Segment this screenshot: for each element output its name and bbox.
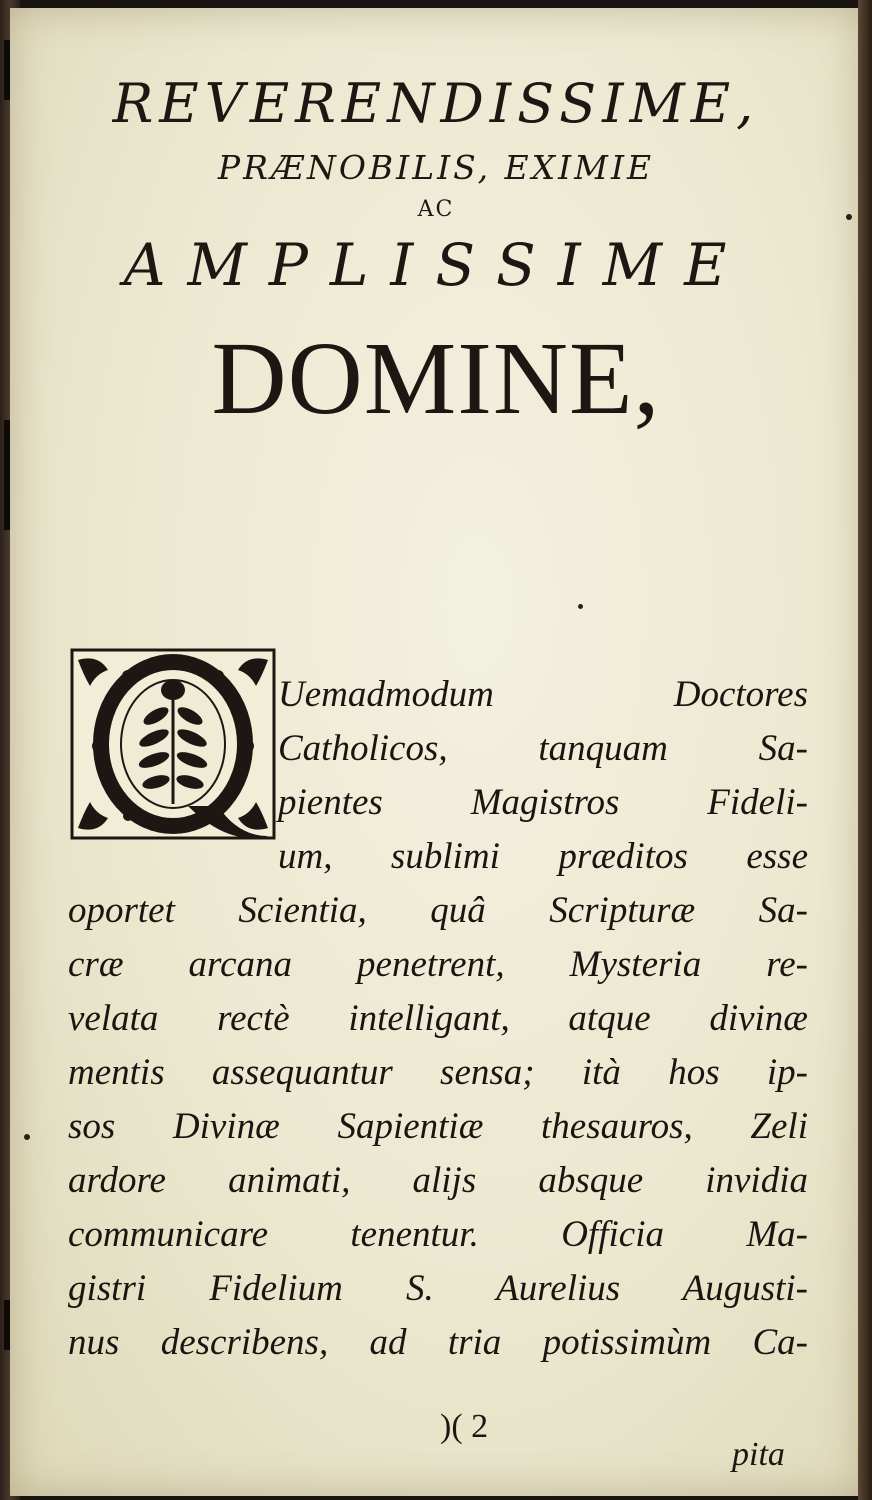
ink-speck (578, 604, 583, 609)
signature-mark: )( 2 (440, 1408, 489, 1445)
dedication-heading (10, 68, 862, 444)
heading-line-2: PRÆNOBILIS, EXIMIE (217, 148, 655, 187)
text-line: Catholicos, tanquam Sa- (278, 728, 808, 769)
ink-speck (846, 214, 852, 220)
text-line: mentis assequantur sensa; ità hos ip- (68, 1052, 808, 1093)
text-line: velata rectè intelligant, atque divinæ (68, 998, 808, 1039)
text-line: oportet Scientia, quâ Scripturæ Sa- (68, 890, 808, 931)
heading-line-5: DOMINE, (211, 321, 661, 436)
text-line: um, sublimi præditos esse (278, 836, 808, 877)
heading-line-4: AMPLISSIME (123, 231, 749, 299)
text-line: sos Divinæ Sapientiæ thesauros, Zeli (68, 1106, 808, 1147)
text-line: Uemadmodum Doctores (278, 674, 808, 715)
text-line: cræ arcana penetrent, Mysteria re- (68, 944, 808, 985)
text-line: pientes Magistros Fideli- (278, 782, 808, 823)
ink-speck (24, 1134, 30, 1140)
heading-line-3: AC (417, 197, 455, 222)
text-line: gistri Fidelium S. Aurelius Augusti- (68, 1268, 808, 1309)
catchword: pita (732, 1436, 785, 1473)
text-line: communicare tenentur. Officia Ma- (68, 1214, 808, 1255)
page-edge-right (858, 0, 872, 1500)
book-page (10, 8, 862, 1496)
text-line: ardore animati, alijs absque invidia (68, 1160, 808, 1201)
body-text (68, 668, 808, 1370)
heading-line-1: REVERENDISSIME, (112, 72, 760, 135)
text-line: nus describens, ad tria potissimùm Ca- (68, 1322, 808, 1363)
